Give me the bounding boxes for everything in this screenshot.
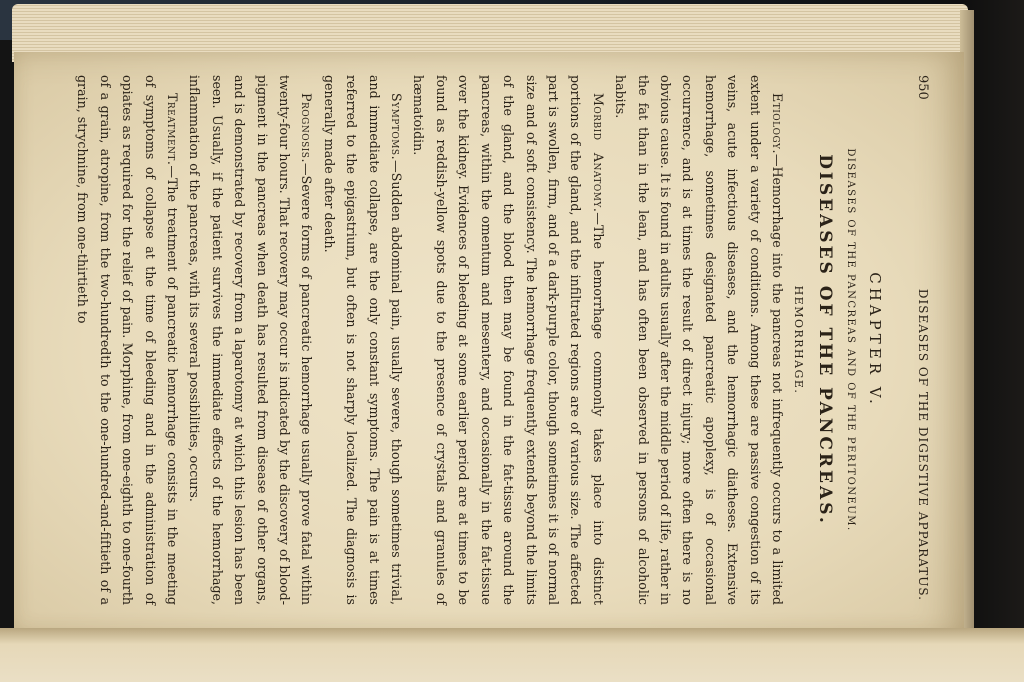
section-title: DISEASES OF THE PANCREAS. <box>815 154 835 526</box>
part-title: DISEASES OF THE PANCREAS AND OF THE PERITONEUM. <box>845 148 856 532</box>
paragraph-prognosis <box>183 75 317 605</box>
paragraph-morbid-anatomy <box>407 75 609 605</box>
paragraph-text: —The treatment of pancreatic hemorrhage consists in the meeting of symptoms of collapse at the time of bleeding and in the administration of opiates as required for the relief of pain. Morphine, from one-eighth to one-fourth of a grain, atropine, from the two-hundredth to the one-hundred-and-fiftieth of a grain, strychnine, from one-thirtieth to <box>75 75 181 605</box>
page-text-block <box>75 75 930 605</box>
paragraph-lead: Etiology. <box>770 93 785 154</box>
paragraph-lead: Morbid Anatomy. <box>590 93 606 213</box>
paragraph-lead: Symptoms. <box>389 93 405 161</box>
paragraph-etiology <box>609 75 788 605</box>
subsection-title: HEMORRHAGE. <box>792 285 805 395</box>
page-header <box>908 75 930 605</box>
paragraph-text: —Severe forms of pancreatic hemorrhage usually prove fatal within twenty-four hours. That recovery may occur is indicated by the discovery of blood-pigment in the pancreas when death has resulted from disease of other organs, and is demonstrated by recovery from a laparotomy at which this lesion has been seen. Usually, if the patient survives the immediate effects of the hemorrhage, inflammation of the pancreas, with its several possibilities, occurs. <box>187 75 315 605</box>
paragraph-lead: Treatment. <box>165 93 181 166</box>
paragraph-text: —Sudden abdominal pain, usually severe, though sometimes trivial, and immediate collapse, are the only constant symptoms. The pain is at times referred to the epigastrium, but often is not sharply localized. The diagnosis is generally made after death. <box>321 75 405 605</box>
page-number: 950 <box>915 75 930 100</box>
paragraph-treatment <box>71 75 183 605</box>
facing-page-edge <box>0 628 1024 682</box>
paragraph-symptoms <box>317 75 407 605</box>
running-head: DISEASES OF THE DIGESTIVE APPARATUS. <box>916 288 930 601</box>
chapter-heading: CHAPTER V. <box>866 272 884 408</box>
paragraph-lead: Prognosis. <box>299 93 315 163</box>
paragraph-text: —Hemorrhage into the pancreas not infrequently occurs to a limited extent under a variety of conditions. Among these are passive congestion of its veins, acute infectious diseases, and the hemorrhagic diatheses. Extensive hemorrhage, sometimes designated pancreatic apoplexy, is of occasional occurrence, and is at times the result of direct injury; more often there is no obvious cause. It is found in adults usually after the middle period of life, rather in the fat than in the lean, and has often been observed in persons of alcoholic habits. <box>613 75 785 605</box>
paragraph-text: —The hemorrhage commonly takes place into distinct portions of the gland, and the infiltrated regions are of various size. The affected part is swollen, firm, and of a dark-purple color, though sometimes it is of normal size and of soft consistency. The hemorrhage frequently extends beyond the limits of the gland, and the blood then may be found in the fat-tissue around the pancreas, within the omentum and mesentery, and occasionally in the fat-tissue over the kidney. Evidences of bleeding at some earlier period are at times to be found as reddish-yellow spots due to the presence of crystals and granules of hæmatoidin. <box>411 75 606 605</box>
